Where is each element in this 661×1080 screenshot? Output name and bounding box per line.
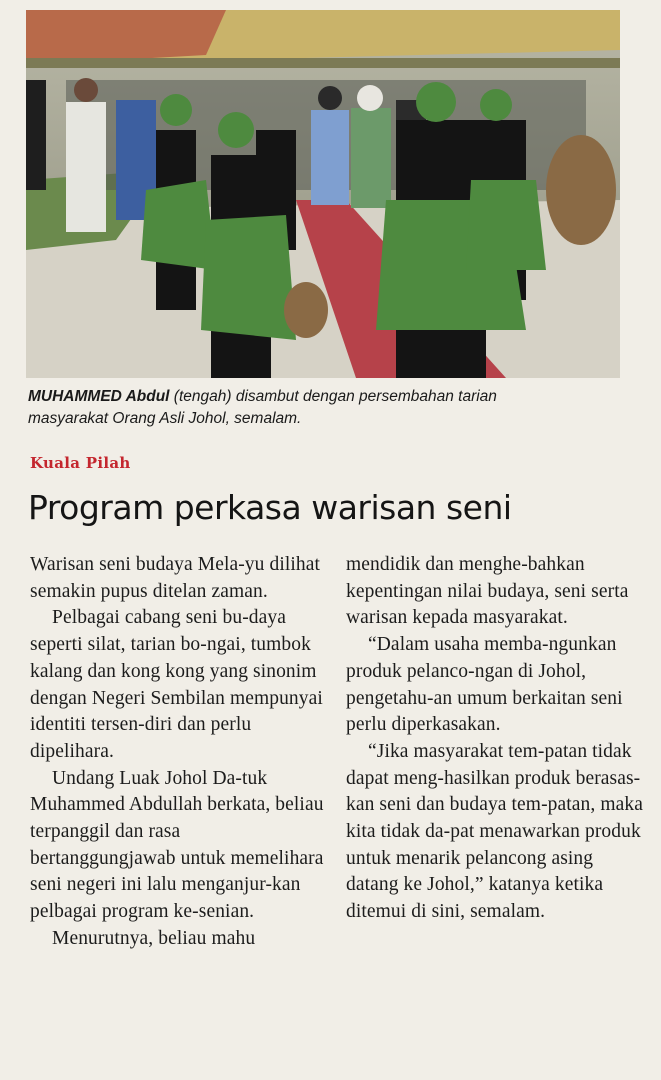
paragraph: Pelbagai cabang seni bu-daya seperti silat, tarian bo-ngai, tumbok kalang dan kong kong yang sinonim dengan Negeri Sembilan mempunyai identiti tersen-diri dan perlu dipelihara. [30,607,323,762]
caption-line-1 [28,386,628,408]
paragraph: Warisan seni budaya Mela-yu dilihat semakin pupus ditelan zaman. [30,554,321,602]
article-headline: Program perkasa warisan seni [28,488,512,527]
location-kicker: Kuala Pilah [30,454,131,472]
paragraph: “Jika masyarakat tem-patan tidak dapat meng-hasilkan produk berasas-kan seni dan budaya tem-patan, maka kita tidak da-pat menawarkan produk untuk menarik pelancong asing datang ke Johol,” katanya ketika ditemui di sini, semalam. [346,740,643,923]
article-column-left [30,552,330,953]
caption-subject-name: MUHAMMED Abdul [28,388,170,405]
paragraph: mendidik dan menghe-bahkan kepentingan nilai budaya, seni serta warisan kepada masyarakat. [346,554,629,629]
caption-line-1-rest: (tengah) disambut dengan persembahan tarian [169,388,497,405]
caption-line-2: masyarakat Orang Asli Johol, semalam. [28,410,302,427]
paragraph: Undang Luak Johol Da-tuk Muhammed Abdullah berkata, beliau terpanggil dan rasa bertanggungjawab untuk memelihara seni negeri ini lalu menganjur-kan pelbagai program ke-senian. [30,767,324,923]
paragraph: Menurutnya, beliau mahu [52,927,256,949]
article-column-right [346,552,646,926]
photo-caption [28,386,628,430]
paragraph: “Dalam usaha memba-ngunkan produk pelanco-ngan di Johol, pengetahu-an umum berkaitan seni perlu diperkasakan. [346,634,623,736]
news-photo [26,10,620,378]
